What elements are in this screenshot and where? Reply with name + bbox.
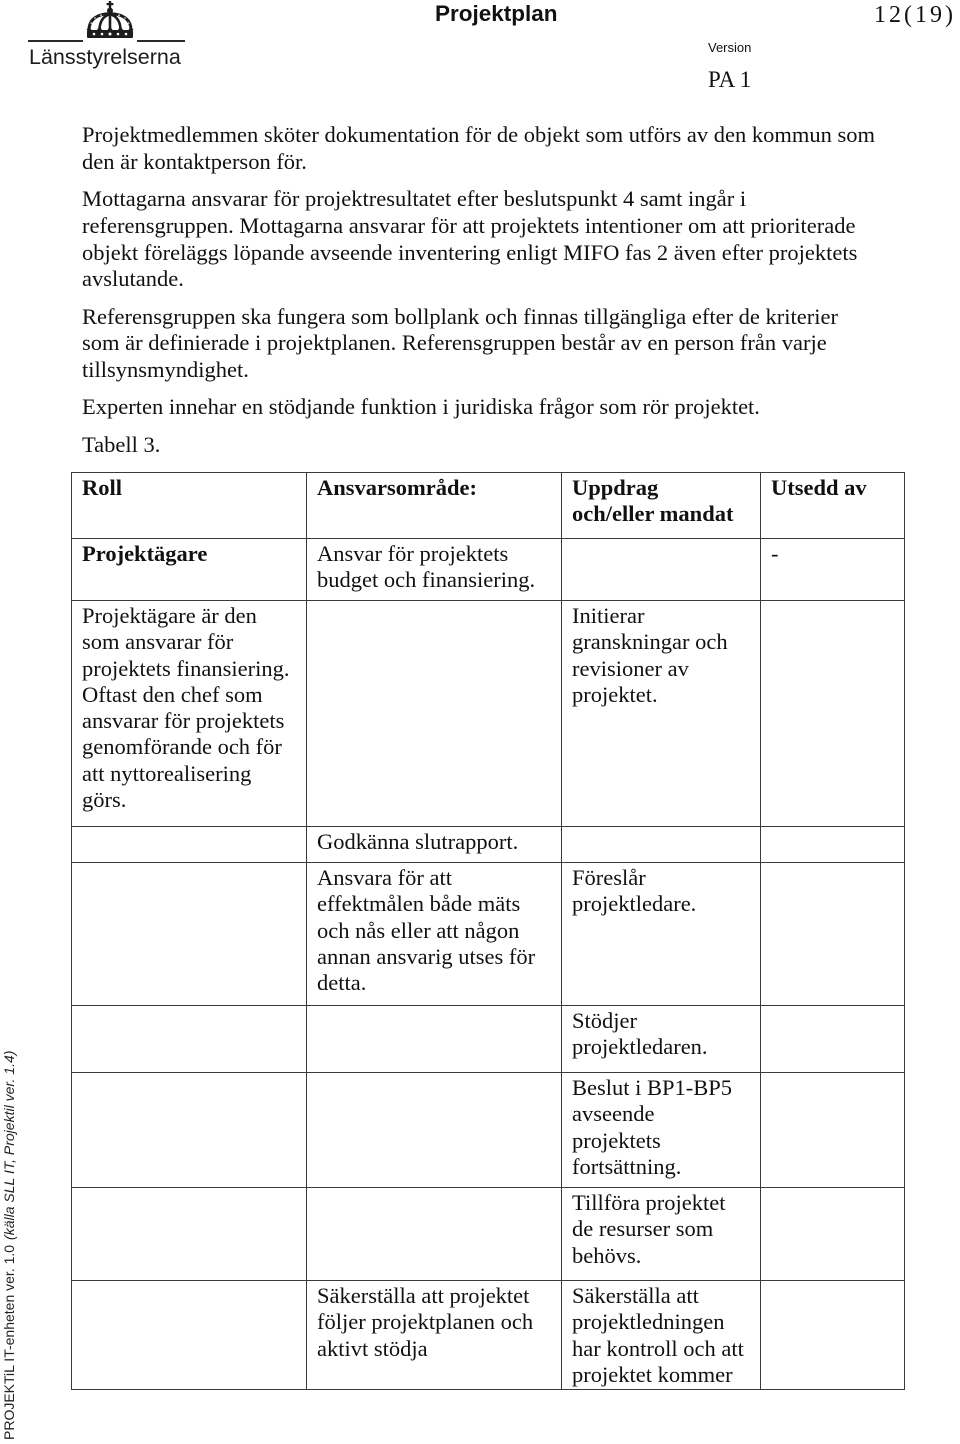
table-cell-ansvarsomrade: Ansvar för projektets budget och finansiering. (307, 539, 562, 601)
table-row (72, 539, 905, 601)
table-cell-utsedd-av (761, 1073, 905, 1188)
table-cell-roll (72, 1006, 307, 1073)
table-cell-uppdrag (562, 539, 761, 601)
table-cell-utsedd-av (761, 1188, 905, 1281)
logo-text: Länsstyrelserna (29, 45, 181, 69)
table-row (72, 601, 905, 827)
table-cell-utsedd-av (761, 1281, 905, 1390)
table-cell-ansvarsomrade: Säkerställa att projektet följer projektplanen och aktivt stödja (307, 1281, 562, 1390)
table-cell-uppdrag: Initierar granskningar och revisioner av projektet. (562, 601, 761, 827)
table-cell-ansvarsomrade (307, 1073, 562, 1188)
version-value: PA 1 (708, 67, 752, 92)
logo-rule-left (28, 40, 83, 42)
table-cell-ansvarsomrade (307, 1006, 562, 1073)
table-cell-roll: Projektägare är den som ansvarar för projektets finansiering. Oftast den chef som ansvarar för projektets genomförande och för att nyttorealisering görs. (72, 601, 307, 827)
table-cell-uppdrag: Tillföra projektet de resurser som behövs. (562, 1188, 761, 1281)
document-title: Projektplan (435, 1, 558, 26)
table-cell-uppdrag: Föreslår projektledare. (562, 863, 761, 1006)
crown-icon (84, 1, 136, 41)
table-cell-uppdrag: Säkerställa att projektledningen har kontroll och att projektet kommer (562, 1281, 761, 1390)
table-row (72, 1188, 905, 1281)
page-number: 12(19) (874, 2, 956, 28)
table-row (72, 1006, 905, 1073)
table-cell-ansvarsomrade: Godkänna slutrapport. (307, 827, 562, 863)
template-version-text: PROJEKTiL IT-enheten ver. 1.0 (1, 1244, 17, 1440)
table-caption: Tabell 3. (82, 431, 161, 457)
roles-table (71, 472, 905, 1390)
table-header-utsedd-av: Utsedd av (761, 473, 905, 539)
table-cell-utsedd-av (761, 863, 905, 1006)
logo (0, 0, 200, 80)
table-cell-uppdrag: Stödjer projektledaren. (562, 1006, 761, 1073)
table-row (72, 1281, 905, 1390)
table-cell-roll (72, 863, 307, 1006)
table-cell-uppdrag: Beslut i BP1-BP5 avseende projektets fortsättning. (562, 1073, 761, 1188)
side-template-note (1, 1051, 17, 1440)
table-cell-roll (72, 1188, 307, 1281)
table-cell-ansvarsomrade: Ansvara för att effektmålen både mäts och nås eller att någon annan ansvarig utses för detta. (307, 863, 562, 1006)
table-header-ansvarsomrade: Ansvarsområde: (307, 473, 562, 539)
paragraph-recipients: Mottagarna ansvarar för projektresultatet efter beslutspunkt 4 samt ingår i referensgruppen. Mottagarna ansvarar för att projektets intentioner om att prioriterade objekt föreläggs löpande avseende inventering enligt MIFO fas 2 även efter projektets avslutande. (82, 186, 858, 292)
version-label: Version (708, 40, 752, 55)
table-cell-utsedd-av (761, 827, 905, 863)
table-header-roll: Roll (72, 473, 307, 539)
table-cell-roll: Projektägare (72, 539, 307, 601)
paragraph-expert: Experten innehar en stödjande funktion i juridiska frågor som rör projektet. (82, 394, 760, 420)
template-source-text: (källa SLL IT, Projektil ver. 1.4) (1, 1050, 17, 1240)
table-header-row (72, 473, 905, 539)
logo-rule-right (137, 40, 185, 42)
table-cell-utsedd-av (761, 601, 905, 827)
table-cell-ansvarsomrade (307, 601, 562, 827)
paragraph-reference-group: Referensgruppen ska fungera som bollplank och finnas tillgängliga efter de kriterier som är definierade i projektplanen. Referensgruppen består av en person från varje tillsynsmyndighet. (82, 303, 838, 382)
table-cell-uppdrag (562, 827, 761, 863)
table-header-uppdrag: Uppdrag och/eller mandat (562, 473, 761, 539)
table-cell-roll (72, 827, 307, 863)
table-cell-utsedd-av (761, 1006, 905, 1073)
table-row (72, 863, 905, 1006)
table-row (72, 827, 905, 863)
table-row (72, 1073, 905, 1188)
table-cell-roll (72, 1073, 307, 1188)
paragraph-project-member: Projektmedlemmen sköter dokumentation för de objekt som utförs av den kommun som den är kontaktperson för. (82, 122, 875, 174)
table-cell-ansvarsomrade (307, 1188, 562, 1281)
table-cell-utsedd-av: - (761, 539, 905, 601)
table-cell-roll (72, 1281, 307, 1390)
body-text (82, 122, 942, 469)
